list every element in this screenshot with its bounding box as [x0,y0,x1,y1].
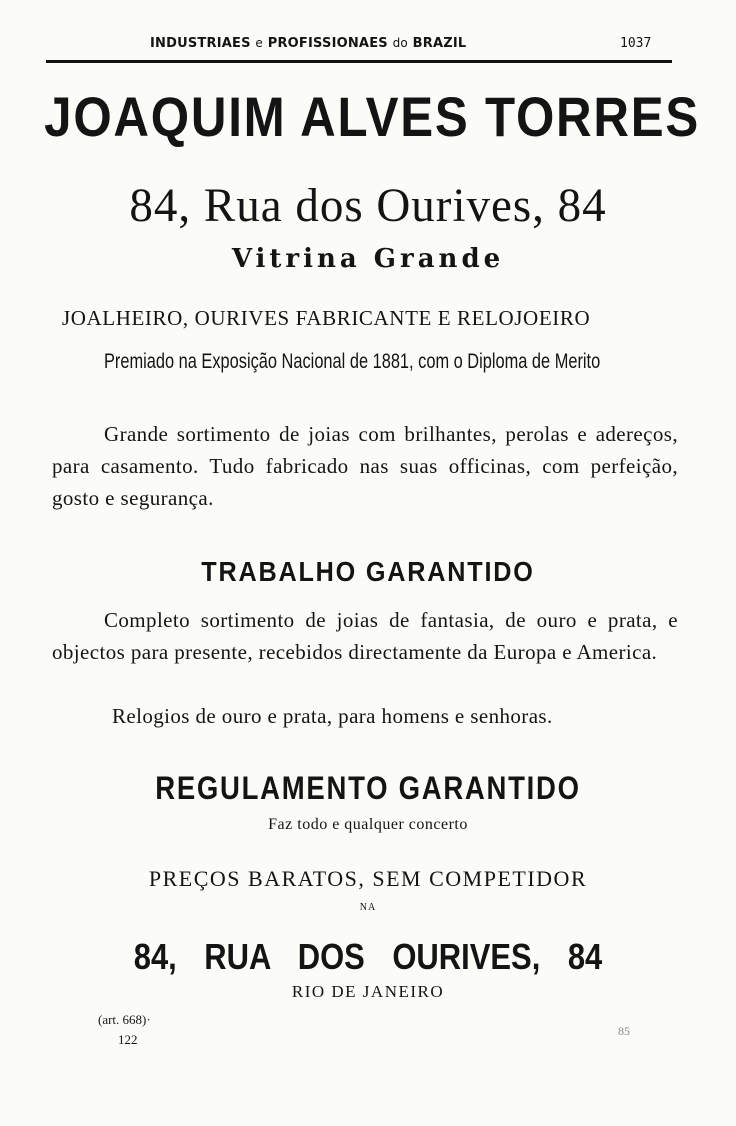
header-part-4: do [392,36,408,50]
heading-trabalho-garantido: TRABALHO GARANTIDO [201,556,535,587]
address-footer: 84, RUA DOS OURIVES, 84 [133,936,603,977]
page-number: 1037 [620,36,652,51]
address-headline: 84, Rua dos Ourives, 84 [129,179,607,232]
prices-line: PREÇOS BARATOS, SEM COMPETIDOR [148,866,588,891]
repairs-line: Faz todo e qualquer concerto [268,816,468,833]
footer-ad-number: 122 [118,1032,138,1047]
paragraph-watches: Relogios de ouro e prata, para homens e senhoras. [112,704,553,728]
business-name: JOAQUIM ALVES TORRES [44,85,701,148]
vitrina-title: Vitrina Grande [231,244,505,274]
header-part-1: INDUSTRIAES [150,36,251,51]
footer-reference: (art. 668)· [98,1012,151,1027]
header-part-3: PROFISSIONAES [267,36,388,51]
na-line: NA [359,902,377,913]
header-part-2: e [255,36,263,50]
trades-line: JOALHEIRO, OURIVES FABRICANTE E RELOJOEIRO [62,306,591,330]
header-rule [46,60,672,63]
paragraph-fantasy-jewels: Completo sortimento de joias de fantasia, de ouro e prata, e objectos para presente, recebidos directamente da Europa e America. [52,608,678,664]
city-line: RIO DE JANEIRO [291,982,445,1001]
prize-line: Premiado na Exposição Nacional de 1881, com o Diploma de Merito [104,350,601,373]
footer-mark: 85 [618,1024,630,1038]
running-header [150,36,466,51]
header-part-5: BRAZIL [412,36,467,51]
paragraph-assortment: Grande sortimento de joias com brilhantes, perolas e adereços, para casamento. Tudo fabricado nas suas officinas, com perfeição, gosto e segurança. [52,422,678,510]
heading-regulamento-garantido: REGULAMENTO GARANTIDO [155,770,581,806]
